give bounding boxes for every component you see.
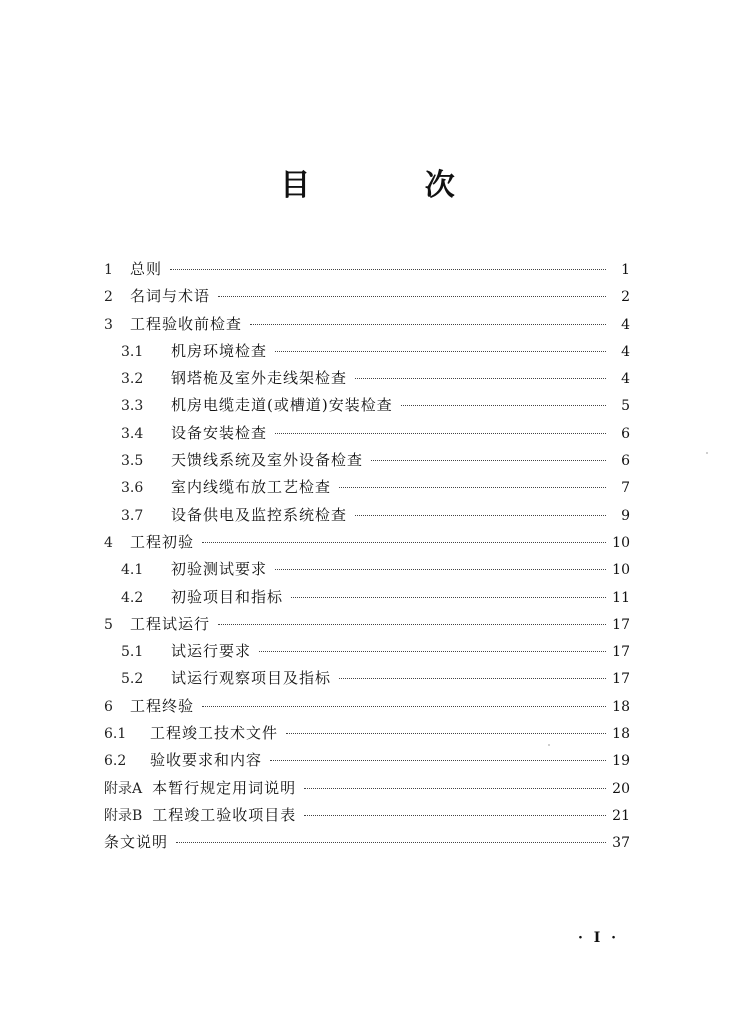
toc-entry-page: 17	[612, 616, 630, 633]
toc-entry-number: 3.2	[121, 371, 144, 388]
toc-entry-number: 5.2	[121, 671, 144, 688]
toc-entry-label: 机房环境检查	[171, 341, 268, 360]
toc-entry-number: 4.2	[121, 589, 144, 606]
toc-entry-label: 工程终验	[130, 696, 195, 715]
toc-dot-leader	[291, 597, 606, 598]
toc-entry-page: 7	[621, 480, 630, 497]
toc-dot-leader	[339, 487, 606, 488]
toc-entry-page: 19	[612, 753, 630, 770]
toc-dot-leader	[275, 351, 606, 352]
toc-entry	[104, 420, 630, 447]
toc-entry-label: 工程试运行	[130, 614, 211, 633]
toc-entry-page: 1	[621, 262, 630, 278]
toc-dot-leader	[250, 324, 606, 325]
toc-entry-number: 3.6	[121, 480, 144, 497]
toc-entry	[104, 365, 630, 392]
toc-entry	[104, 392, 630, 419]
toc-entry	[104, 638, 630, 665]
toc-entry-page: 20	[612, 780, 630, 797]
toc-entry-page: 17	[612, 644, 630, 661]
toc-entry	[104, 502, 630, 529]
toc-entry	[104, 283, 630, 310]
toc-entry-label: 工程初验	[130, 532, 195, 551]
toc-dot-leader	[270, 760, 606, 761]
toc-dot-leader	[218, 624, 606, 625]
toc-entry-label: 条文说明	[104, 833, 169, 852]
toc-entry-label: 室内线缆布放工艺检查	[171, 478, 332, 497]
toc-entry-number: 3.5	[121, 453, 144, 470]
toc-entry-page: 18	[612, 698, 630, 715]
scan-speck	[706, 452, 708, 454]
toc-dot-leader	[286, 733, 606, 734]
toc-entry-number: 6	[104, 698, 113, 715]
toc-dot-leader	[275, 569, 606, 570]
toc-entry-page: 6	[621, 425, 630, 442]
toc-entry-label: 初验测试要求	[171, 560, 268, 579]
toc-entry-number: 4.1	[121, 562, 144, 579]
toc-entry-number: 附录B	[104, 807, 143, 824]
toc-entry	[104, 256, 630, 283]
toc-entry	[104, 584, 630, 611]
toc-entry-number: 2	[104, 289, 113, 306]
toc-entry	[104, 665, 630, 692]
page-title: 目 次	[280, 168, 507, 203]
toc-entry-page: 6	[621, 453, 630, 470]
toc-entry-number: 3.3	[121, 398, 144, 415]
toc-entry-label: 验收要求和内容	[150, 751, 263, 770]
toc-entry	[104, 611, 630, 638]
toc-entry-number: 6.1	[104, 726, 127, 743]
toc-entry	[104, 775, 630, 802]
toc-entry-label: 试运行要求	[171, 642, 252, 661]
toc-entry-label: 机房电缆走道(或槽道)安装检查	[171, 396, 393, 415]
toc-entry-label: 总则	[130, 260, 163, 278]
toc-entry	[104, 311, 630, 338]
toc-entry-number: 3.1	[121, 343, 144, 360]
toc-entry-page: 4	[621, 316, 630, 333]
toc-entry-number: 3.7	[121, 507, 144, 524]
toc-entry-label: 本暂行规定用词说明	[152, 778, 297, 797]
toc-entry-page: 18	[612, 726, 630, 743]
toc-entry-number: 3.4	[121, 425, 144, 442]
toc-entry-page: 4	[621, 371, 630, 388]
page-number: · I ·	[578, 930, 620, 946]
toc-dot-leader	[304, 815, 606, 816]
toc-dot-leader	[218, 296, 606, 297]
toc-dot-leader	[275, 433, 606, 434]
toc-entry-number: 5	[104, 616, 113, 633]
toc-entry	[104, 802, 630, 829]
toc-dot-leader	[202, 706, 606, 707]
toc-entry-label: 试运行观察项目及指标	[171, 669, 332, 688]
scan-speck	[548, 744, 550, 746]
toc-entry	[104, 693, 630, 720]
toc-dot-leader	[176, 842, 606, 843]
toc-entry-label: 初验项目和指标	[171, 587, 284, 606]
toc-dot-leader	[202, 542, 606, 543]
table-of-contents	[104, 256, 630, 857]
toc-dot-leader	[259, 651, 606, 652]
toc-dot-leader	[304, 788, 606, 789]
toc-entry-page: 10	[612, 562, 630, 579]
toc-dot-leader	[355, 515, 606, 516]
toc-dot-leader	[339, 678, 606, 679]
toc-entry-page: 17	[612, 671, 630, 688]
toc-entry-page: 10	[612, 534, 630, 551]
toc-entry-label: 名词与术语	[130, 287, 211, 306]
toc-entry-number: 5.1	[121, 644, 144, 661]
toc-entry-number: 6.2	[104, 753, 127, 770]
toc-entry-label: 天馈线系统及室外设备检查	[171, 451, 364, 470]
toc-dot-leader	[355, 378, 606, 379]
toc-entry-page: 37	[612, 835, 630, 852]
toc-entry-number: 3	[104, 316, 113, 333]
toc-entry-page: 21	[612, 807, 630, 824]
toc-entry	[104, 338, 630, 365]
toc-entry-page: 4	[621, 343, 630, 360]
toc-entry-label: 工程验收前检查	[130, 314, 243, 333]
toc-entry-label: 工程竣工技术文件	[150, 724, 279, 743]
toc-dot-leader	[371, 460, 606, 461]
toc-entry-number: 1	[104, 262, 113, 278]
toc-entry-label: 工程竣工验收项目表	[152, 805, 297, 824]
toc-entry	[104, 447, 630, 474]
toc-entry-page: 2	[621, 289, 630, 306]
toc-entry	[104, 556, 630, 583]
toc-entry	[104, 829, 630, 856]
toc-entry-label: 设备供电及监控系统检查	[171, 505, 348, 524]
toc-entry	[104, 474, 630, 501]
toc-entry-number: 4	[104, 534, 113, 551]
toc-entry	[104, 720, 630, 747]
toc-entry-label: 钢塔桅及室外走线架检查	[171, 369, 348, 388]
toc-dot-leader	[401, 405, 606, 406]
toc-entry-page: 11	[612, 589, 630, 606]
toc-entry-label: 设备安装检查	[171, 423, 268, 442]
toc-entry	[104, 747, 630, 774]
toc-entry-number: 附录A	[104, 780, 143, 797]
toc-dot-leader	[170, 269, 606, 270]
toc-entry-page: 9	[621, 507, 630, 524]
toc-entry-page: 5	[621, 398, 630, 415]
toc-entry	[104, 529, 630, 556]
